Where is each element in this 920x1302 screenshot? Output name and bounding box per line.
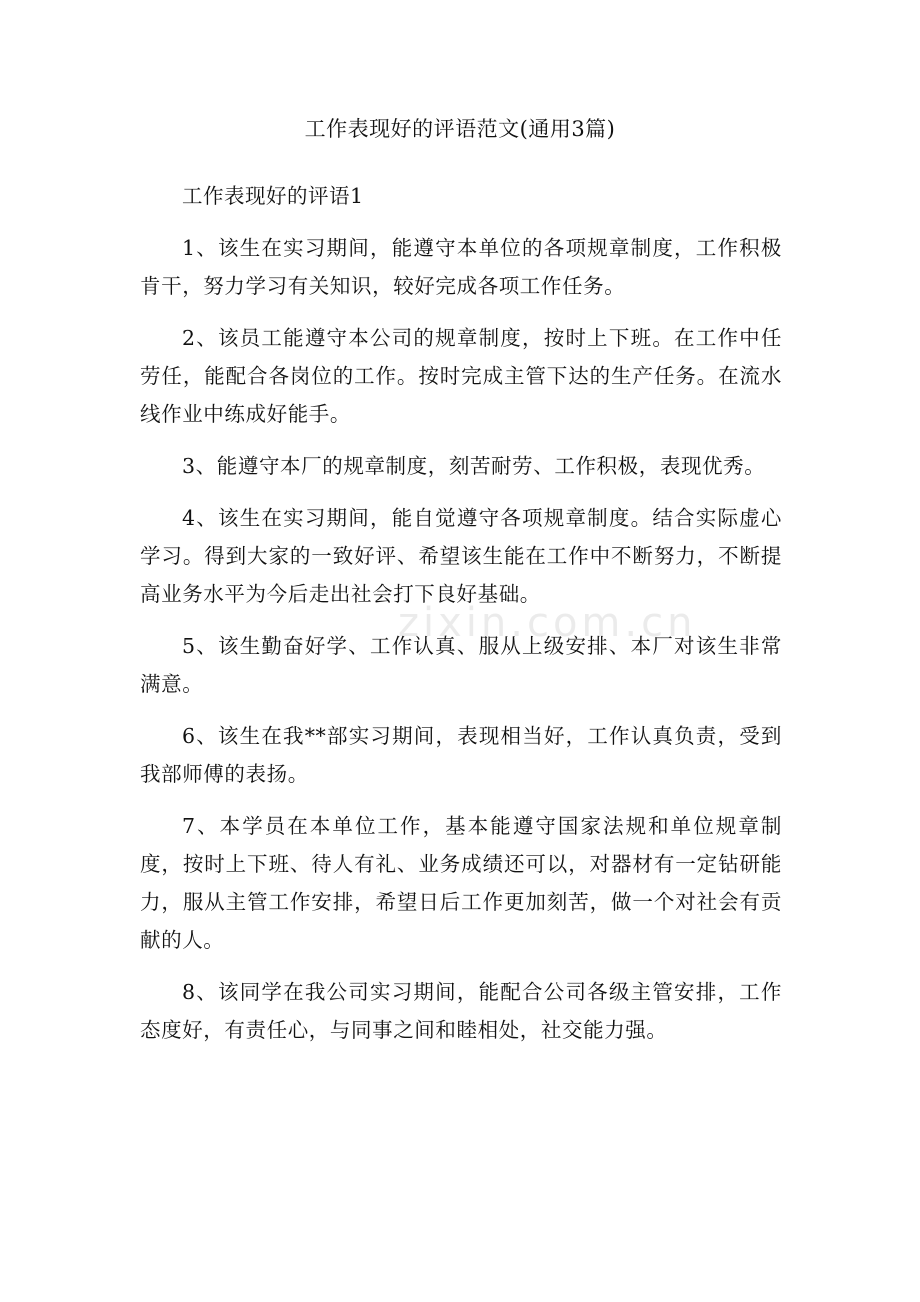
document-title: 工作表现好的评语范文(通用3篇)	[304, 117, 616, 141]
watermark-text: zixin.com.cn	[398, 600, 697, 646]
paragraph-4: 4、该生在实习期间，能自觉遵守各项规章制度。结合实际虚心学习。得到大家的一致好评、希望该生能在工作中不断努力，不断提高业务水平为今后走出社会打下良好基础。	[140, 506, 782, 606]
paragraph-2: 2、该员工能遵守本公司的规章制度，按时上下班。在工作中任劳任，能配合各岗位的工作。按时完成主管下达的生产任务。在流水线作业中练成好能手。	[140, 326, 782, 426]
paragraph-7: 7、本学员在本单位工作，基本能遵守国家法规和单位规章制度，按时上下班、待人有礼、业务成绩还可以，对器材有一定钻研能力，服从主管工作安排，希望日后工作更加刻苦，做一个对社会有贡献的人。	[140, 814, 782, 952]
paragraph-5: 5、该生勤奋好学、工作认真、服从上级安排、本厂对该生非常满意。	[140, 634, 782, 696]
section-heading: 工作表现好的评语1	[182, 184, 364, 208]
paragraph-3: 3、能遵守本厂的规章制度，刻苦耐劳、工作积极，表现优秀。	[182, 454, 766, 478]
paragraph-6: 6、该生在我**部实习期间，表现相当好，工作认真负责，受到我部师傅的表扬。	[140, 724, 782, 786]
paragraph-8: 8、该同学在我公司实习期间，能配合公司各级主管安排，工作态度好，有责任心，与同事之间和睦相处，社交能力强。	[140, 980, 782, 1042]
document-body	[140, 177, 782, 1063]
paragraph-1: 1、该生在实习期间，能遵守本单位的各项规章制度，工作积极肯干，努力学习有关知识，较好完成各项工作任务。	[140, 236, 782, 298]
